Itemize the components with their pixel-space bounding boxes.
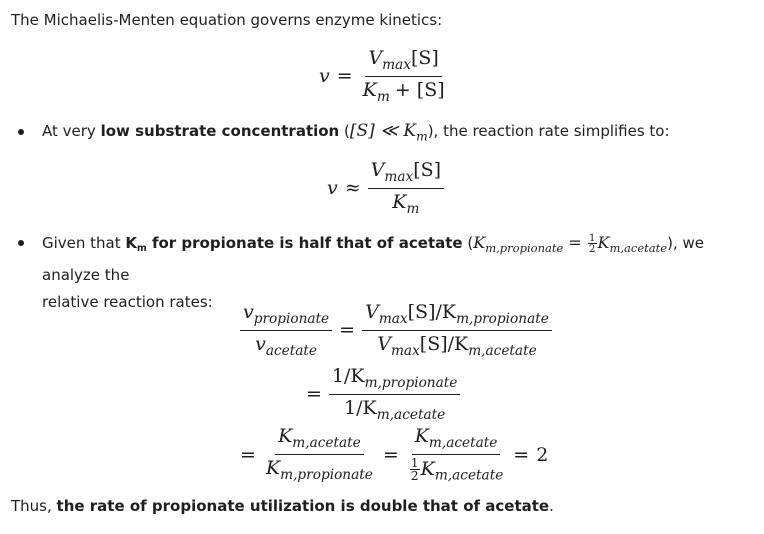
eq5-f2-num: K <box>414 425 429 447</box>
conclusion-bold: the rate of propionate utilization is double that of acetate <box>56 497 550 515</box>
eq1-lhs: v <box>319 65 330 88</box>
eq5-f1-num-sub: m,acetate <box>292 435 361 452</box>
eq3-vmax-sub: max <box>378 310 408 327</box>
eq2-vmax: V <box>370 159 385 181</box>
eq5-f1-den-sub: m,propionate <box>280 467 373 484</box>
b1-bold: low substrate concentration <box>100 122 340 140</box>
eq5-f2-den: K <box>420 457 435 480</box>
eq3-equals: = <box>339 319 356 342</box>
intro-text: The Michaelis-Menten equation governs enzyme kinetics: <box>11 11 443 29</box>
eq3-vmax: V <box>365 301 379 323</box>
eq3-den-sub2: m,acetate <box>468 342 537 359</box>
eq5-half <box>410 457 420 483</box>
b2-half <box>588 233 597 255</box>
eq1-plus-s: + [S] <box>394 78 445 101</box>
eq3-v: v <box>243 301 254 323</box>
b2-bold-k: K <box>125 234 138 252</box>
eq3-num-mid: [S]/K <box>407 301 457 323</box>
intro-paragraph <box>11 9 442 31</box>
eq5-equals-3: = <box>513 443 530 466</box>
eq5-equals-1: = <box>240 443 256 466</box>
bullet-dot <box>18 240 24 246</box>
b2-math-rhs-sub: m,acetate <box>609 241 668 256</box>
eq3-den-mid: [S]/K <box>419 332 469 355</box>
conclusion-paragraph <box>11 495 554 517</box>
eq4-num-sub: m,propionate <box>364 374 458 391</box>
eq2-s: [S] <box>413 159 442 181</box>
eq1-vmax-sub: max <box>382 56 411 73</box>
rate-ratio-equation <box>240 301 552 360</box>
eq1-fraction <box>360 47 448 106</box>
b1-pre: At very <box>42 122 101 140</box>
b2-post: ), we analyze the <box>42 234 704 285</box>
bullet-low-substrate <box>42 118 747 150</box>
conclusion-pre: Thus, <box>11 497 57 515</box>
eq5-result: 2 <box>536 443 549 466</box>
eq2-km-sub: m <box>406 200 420 217</box>
eq4-equals: = <box>306 383 322 406</box>
eq3-v2: v <box>255 332 266 355</box>
eq2-lhs: v <box>327 177 338 200</box>
eq3-num-sub2: m,propionate <box>456 310 549 327</box>
b2-half-n: 1 <box>588 231 596 244</box>
eq3-v2-sub: acetate <box>265 342 318 359</box>
b2-paren: ( <box>462 234 474 252</box>
b1-post: ), the reaction rate simplifies to: <box>427 122 670 140</box>
eq4-fraction <box>329 365 460 424</box>
eq1-km: K <box>362 78 377 101</box>
eq5-f1-num: K <box>278 425 293 448</box>
eq1-s: [S] <box>411 47 439 69</box>
final-result-equation <box>240 425 548 485</box>
eq5-f2-den-sub: m,acetate <box>434 467 504 484</box>
eq5-half-d: 2 <box>410 469 419 484</box>
b2-math-lhs-sub: m,propionate <box>485 241 564 256</box>
eq2-vmax-sub: max <box>384 168 414 185</box>
eq4-den-sub: m,acetate <box>376 406 446 423</box>
eq2-km: K <box>392 190 407 213</box>
eq5-f1-den: K <box>265 457 281 480</box>
eq1-equals: = <box>336 65 353 88</box>
b2-bold-text: for propionate is half that of acetate <box>146 234 463 252</box>
b2-half-d: 2 <box>588 243 596 255</box>
b2-bold-sub: m <box>137 242 147 254</box>
eq3-v-sub: propionate <box>253 310 330 327</box>
eq5-f2-num-sub: m,acetate <box>428 434 498 451</box>
eq4-den: 1/K <box>344 396 377 419</box>
michaelis-menten-equation <box>319 47 448 106</box>
eq3-vmax2: V <box>377 332 391 355</box>
b1-mid: ( <box>339 122 350 140</box>
b1-math-text: [S] ≪ K <box>349 121 417 141</box>
b2-math <box>473 231 668 256</box>
b2-math-lhs: K <box>473 233 486 252</box>
eq5-fraction-2 <box>406 425 507 485</box>
eq5-half-n: 1 <box>410 455 419 470</box>
b2-bold <box>125 234 462 252</box>
b2-math-rhs: K <box>597 233 610 252</box>
b2-line2: relative reaction rates: <box>42 293 213 312</box>
eq1-vmax: V <box>368 47 383 69</box>
eq4-num: 1/K <box>331 365 365 387</box>
b2-math-eq: = <box>563 233 587 252</box>
eq1-km-sub: m <box>376 88 390 105</box>
eq5-equals-2: = <box>382 443 399 466</box>
eq2-approx: ≈ <box>344 177 361 200</box>
eq5-fraction-1 <box>263 425 376 484</box>
bullet-dot <box>18 129 24 135</box>
low-substrate-equation <box>327 159 444 218</box>
eq3-lhs-fraction <box>240 301 332 360</box>
b2-pre: Given that <box>42 234 126 252</box>
reciprocal-ratio-equation <box>306 365 460 424</box>
b1-math <box>349 121 428 144</box>
eq3-rhs-fraction <box>362 301 552 360</box>
b1-math-sub: m <box>416 129 428 144</box>
eq2-fraction <box>368 159 444 218</box>
conclusion-post: . <box>549 497 554 515</box>
eq3-vmax2-sub: max <box>390 342 420 359</box>
